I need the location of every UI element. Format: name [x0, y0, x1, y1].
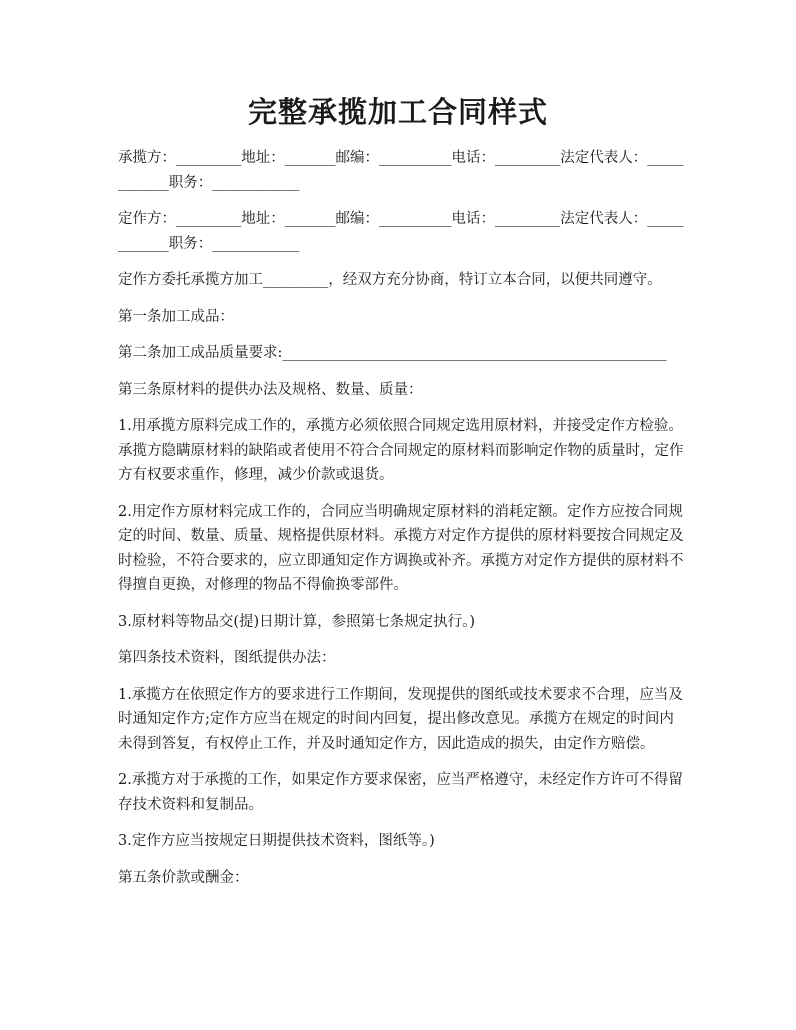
party-contractor-info: 承揽方：_________地址：_______邮编：__________电话：_________法定代表人：____________职务：____________ — [118, 150, 684, 191]
article-4-clause-2: 2.承揽方对于承揽的工作，如果定作方要求保密，应当严格遵守，未经定作方许可不得留存技术资料和复制品。 — [118, 772, 683, 813]
article-3-clause-3: 3.原材料等物品交(提)日期计算，参照第七条规定执行。) — [118, 613, 476, 630]
article-5-heading: 第五条价款或酬金： — [118, 869, 249, 886]
article-4-heading: 第四条技术资料，图纸提供办法： — [118, 650, 336, 666]
contract-preamble: 定作方委托承揽方加工_________，经双方充分协商，特订立本合同，以便共同遵守。 — [118, 272, 662, 288]
article-1-heading: 第一条加工成品： — [118, 308, 234, 325]
article-4-clause-1: 1.承揽方在依照定作方的要求进行工作期间，发现提供的图纸或技术要求不合理，应当及时通知定作方;定作方应当在规定的时间内回复，提出修改意见。承揽方在规定的时间内未得到答复，有权停止工作，并及时通知定作方，因此造成的损失，由定作方赔偿。 — [118, 686, 683, 752]
document-body — [118, 146, 686, 902]
party-client-info: 定作方：_________地址：_______邮编：__________电话：_________法定代表人：____________职务：____________ — [118, 211, 684, 252]
article-3-heading: 第三条原材料的提供办法及规格、数量、质量： — [118, 381, 423, 398]
article-4-clause-3: 3.定作方应当按规定日期提供技术资料，图纸等。) — [118, 833, 435, 849]
article-3-clause-2: 2.用定作方原材料完成工作的，合同应当明确规定原材料的消耗定额。定作方应按合同规定的时间、数量、质量、规格提供原材料。承揽方对定作方提供的原材料要按合同规定及时检验，不符合要求的，应立即通知定作方调换或补齐。承揽方对定作方提供的原材料不得擅自更换，对修理的物品不得偷换零部件。 — [118, 503, 684, 593]
article-2-heading: 第二条加工成品质量要求:_____________________________________________________ — [118, 345, 667, 361]
document-title: 完整承揽加工合同样式 — [247, 95, 548, 129]
article-3-clause-1: 1.用承揽方原料完成工作的，承揽方必须依照合同规定选用原材料，并接受定作方检验。承揽方隐瞒原材料的缺陷或者使用不符合合同规定的原材料而影响定作物的质量时，定作方有权要求重作，修理，减少价款或退货。 — [118, 418, 684, 483]
